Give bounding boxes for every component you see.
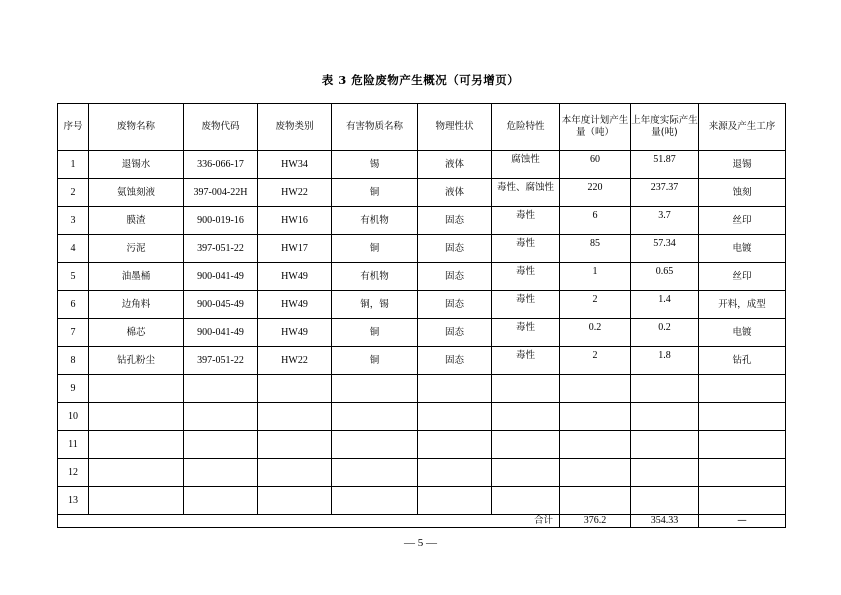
cell-physical-state: 固态	[418, 235, 492, 263]
cell-hazardous-substance	[332, 459, 418, 487]
cell-physical-state	[418, 431, 492, 459]
table-row	[58, 431, 786, 459]
cell-actual-amount: 1.8	[631, 347, 699, 375]
cell-waste-name: 退锡水	[89, 151, 184, 179]
cell-actual-amount	[631, 375, 699, 403]
cell-waste-category: HW22	[258, 347, 332, 375]
cell-waste-category: HW49	[258, 291, 332, 319]
cell-waste-code: 336-066-17	[184, 151, 258, 179]
table-row	[58, 179, 786, 207]
col-header-hazardous-substance: 有害物质名称	[332, 104, 418, 151]
cell-planned-amount: 2	[560, 347, 631, 375]
cell-physical-state	[418, 487, 492, 515]
table-row	[58, 347, 786, 375]
cell-planned-amount	[560, 375, 631, 403]
cell-waste-name: 边角料	[89, 291, 184, 319]
cell-hazard-property	[492, 403, 560, 431]
cell-hazardous-substance: 铜	[332, 319, 418, 347]
cell-actual-amount	[631, 403, 699, 431]
col-header-actual-amount: 上年度实际产生量(吨)	[631, 104, 699, 151]
cell-row-index: 5	[58, 263, 89, 291]
cell-waste-name	[89, 487, 184, 515]
cell-actual-amount: 51.87	[631, 151, 699, 179]
cell-source-process: 丝印	[699, 207, 786, 235]
cell-waste-name: 油墨桶	[89, 263, 184, 291]
cell-waste-code	[184, 403, 258, 431]
cell-physical-state: 固态	[418, 207, 492, 235]
cell-planned-amount: 220	[560, 179, 631, 207]
cell-source-process	[699, 431, 786, 459]
cell-row-index: 11	[58, 431, 89, 459]
cell-waste-category	[258, 403, 332, 431]
cell-row-index: 12	[58, 459, 89, 487]
cell-waste-category	[258, 459, 332, 487]
col-header-planned-amount: 本年度计划产生量（吨）	[560, 104, 631, 151]
cell-hazardous-substance: 有机物	[332, 263, 418, 291]
cell-hazardous-substance: 锡	[332, 151, 418, 179]
cell-hazard-property: 毒性	[492, 319, 560, 347]
cell-waste-category: HW17	[258, 235, 332, 263]
cell-source-process: 开料，成型	[699, 291, 786, 319]
table-row	[58, 263, 786, 291]
cell-source-process	[699, 403, 786, 431]
total-row	[58, 515, 786, 528]
cell-waste-code	[184, 487, 258, 515]
cell-source-process: 蚀刻	[699, 179, 786, 207]
cell-source-process	[699, 375, 786, 403]
col-header-physical-state: 物理性状	[418, 104, 492, 151]
cell-physical-state: 液体	[418, 151, 492, 179]
cell-row-index: 1	[58, 151, 89, 179]
cell-row-index: 13	[58, 487, 89, 515]
cell-physical-state	[418, 403, 492, 431]
cell-hazard-property: 腐蚀性	[492, 151, 560, 179]
table-title: 表 3 危险废物产生概况（可另增页）	[321, 73, 520, 87]
cell-row-index: 3	[58, 207, 89, 235]
cell-waste-category	[258, 487, 332, 515]
cell-hazard-property: 毒性	[492, 263, 560, 291]
table-row	[58, 235, 786, 263]
cell-waste-name	[89, 403, 184, 431]
cell-waste-name: 棉芯	[89, 319, 184, 347]
total-planned: 376.2	[560, 515, 631, 528]
cell-waste-code: 397-004-22H	[184, 179, 258, 207]
table-row	[58, 151, 786, 179]
cell-waste-category: HW22	[258, 179, 332, 207]
cell-actual-amount: 57.34	[631, 235, 699, 263]
cell-physical-state	[418, 375, 492, 403]
cell-hazardous-substance	[332, 403, 418, 431]
cell-source-process: 电镀	[699, 319, 786, 347]
col-header-index: 序号	[58, 104, 89, 151]
cell-hazard-property	[492, 431, 560, 459]
col-header-waste-code: 废物代码	[184, 104, 258, 151]
cell-waste-code: 900-045-49	[184, 291, 258, 319]
cell-hazardous-substance	[332, 375, 418, 403]
table-row	[58, 487, 786, 515]
col-header-waste-category: 废物类别	[258, 104, 332, 151]
cell-row-index: 6	[58, 291, 89, 319]
cell-actual-amount: 3.7	[631, 207, 699, 235]
cell-hazardous-substance: 铜	[332, 235, 418, 263]
cell-waste-category: HW49	[258, 263, 332, 291]
cell-physical-state: 固态	[418, 263, 492, 291]
cell-planned-amount: 6	[560, 207, 631, 235]
cell-row-index: 10	[58, 403, 89, 431]
cell-waste-category: HW49	[258, 319, 332, 347]
cell-hazard-property: 毒性	[492, 347, 560, 375]
cell-hazard-property	[492, 487, 560, 515]
cell-hazard-property: 毒性	[492, 291, 560, 319]
page-number: — 5 —	[404, 537, 437, 549]
col-header-waste-name: 废物名称	[89, 104, 184, 151]
cell-waste-code	[184, 431, 258, 459]
cell-actual-amount	[631, 487, 699, 515]
cell-physical-state: 液体	[418, 179, 492, 207]
col-header-source-process: 来源及产生工序	[699, 104, 786, 151]
cell-waste-code: 900-041-49	[184, 263, 258, 291]
cell-planned-amount: 0.2	[560, 319, 631, 347]
cell-waste-code: 397-051-22	[184, 235, 258, 263]
col-header-hazard-property: 危险特性	[492, 104, 560, 151]
cell-waste-code: 397-051-22	[184, 347, 258, 375]
total-actual: 354.33	[631, 515, 699, 528]
cell-waste-name	[89, 375, 184, 403]
cell-row-index: 4	[58, 235, 89, 263]
cell-planned-amount	[560, 487, 631, 515]
cell-planned-amount	[560, 403, 631, 431]
cell-physical-state	[418, 459, 492, 487]
cell-actual-amount: 0.2	[631, 319, 699, 347]
cell-source-process: 钻孔	[699, 347, 786, 375]
cell-row-index: 2	[58, 179, 89, 207]
cell-waste-name	[89, 459, 184, 487]
cell-hazardous-substance	[332, 487, 418, 515]
cell-hazardous-substance: 有机物	[332, 207, 418, 235]
cell-actual-amount: 237.37	[631, 179, 699, 207]
cell-waste-name: 污泥	[89, 235, 184, 263]
total-source: —	[699, 515, 786, 528]
cell-planned-amount: 60	[560, 151, 631, 179]
cell-physical-state: 固态	[418, 347, 492, 375]
cell-planned-amount: 1	[560, 263, 631, 291]
cell-waste-code	[184, 375, 258, 403]
table-row	[58, 207, 786, 235]
cell-actual-amount	[631, 459, 699, 487]
cell-waste-code: 900-019-16	[184, 207, 258, 235]
cell-source-process: 退锡	[699, 151, 786, 179]
cell-row-index: 8	[58, 347, 89, 375]
cell-actual-amount	[631, 431, 699, 459]
cell-source-process	[699, 487, 786, 515]
cell-waste-code: 900-041-49	[184, 319, 258, 347]
cell-actual-amount: 0.65	[631, 263, 699, 291]
cell-planned-amount	[560, 431, 631, 459]
cell-hazard-property: 毒性、腐蚀性	[492, 179, 560, 207]
hazardous-waste-table	[57, 103, 786, 528]
table-row	[58, 375, 786, 403]
cell-planned-amount: 2	[560, 291, 631, 319]
cell-hazardous-substance: 铜，锡	[332, 291, 418, 319]
cell-row-index: 7	[58, 319, 89, 347]
table-row	[58, 291, 786, 319]
cell-waste-name	[89, 431, 184, 459]
cell-planned-amount	[560, 459, 631, 487]
cell-row-index: 9	[58, 375, 89, 403]
cell-physical-state: 固态	[418, 319, 492, 347]
cell-waste-category	[258, 431, 332, 459]
cell-hazard-property	[492, 375, 560, 403]
table-row	[58, 403, 786, 431]
cell-waste-name: 膜渣	[89, 207, 184, 235]
cell-hazardous-substance: 铜	[332, 179, 418, 207]
cell-waste-category	[258, 375, 332, 403]
cell-actual-amount: 1.4	[631, 291, 699, 319]
cell-physical-state: 固态	[418, 291, 492, 319]
cell-waste-name: 钻孔粉尘	[89, 347, 184, 375]
cell-waste-code	[184, 459, 258, 487]
cell-hazard-property: 毒性	[492, 235, 560, 263]
cell-waste-category: HW34	[258, 151, 332, 179]
cell-hazard-property	[492, 459, 560, 487]
cell-hazardous-substance: 铜	[332, 347, 418, 375]
cell-source-process: 丝印	[699, 263, 786, 291]
cell-planned-amount: 85	[560, 235, 631, 263]
table-row	[58, 459, 786, 487]
cell-source-process: 电镀	[699, 235, 786, 263]
cell-waste-name: 氨蚀刻液	[89, 179, 184, 207]
total-label: 合计	[58, 515, 560, 528]
cell-hazard-property: 毒性	[492, 207, 560, 235]
table-row	[58, 319, 786, 347]
cell-source-process	[699, 459, 786, 487]
table-header-row	[58, 104, 786, 151]
cell-waste-category: HW16	[258, 207, 332, 235]
cell-hazardous-substance	[332, 431, 418, 459]
